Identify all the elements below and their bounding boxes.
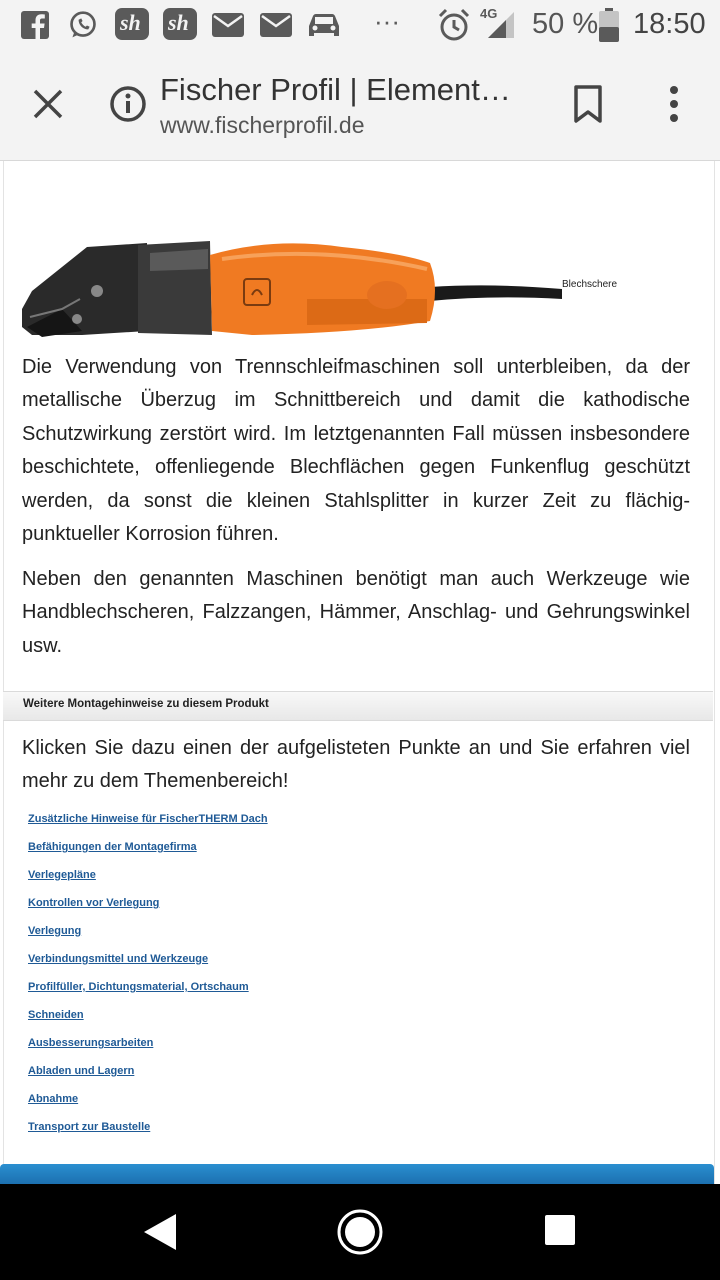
footer-blue-bar: [0, 1164, 714, 1184]
intro-text: Klicken Sie dazu einen der aufgelisteten Punkte an und Sie erfahren viel mehr zu dem Themenbereich!: [22, 737, 690, 793]
back-icon[interactable]: [142, 1212, 178, 1252]
whatsapp-icon: [66, 10, 100, 40]
battery-percent: 50 %: [532, 8, 599, 40]
link-list-item: [28, 949, 268, 977]
custom-tab-toolbar: [0, 50, 720, 161]
mail-icon-2: [260, 13, 292, 37]
battery-icon: [598, 8, 620, 42]
link-list-item: [28, 1005, 268, 1033]
section-title: Weitere Montagehinweise zu diesem Produkt: [23, 698, 269, 710]
montage-link[interactable]: Befähigungen der Montagefirma: [28, 841, 197, 853]
sheet-metal-shear-image: [22, 239, 562, 339]
link-list-item: [28, 1061, 268, 1089]
alarm-icon: [438, 8, 470, 42]
paragraph-tools: Neben den genannten Maschinen benötigt man auch Werkzeuge wie Handblechscheren, Falzzangen, Hämmer, Anschlag- und Gehrungswinkel usw.: [22, 568, 690, 657]
overflow-menu-icon[interactable]: [666, 84, 682, 124]
network-type: 4G: [480, 6, 498, 21]
link-list-item: [28, 1117, 268, 1145]
montage-link[interactable]: Verlegung: [28, 925, 82, 937]
montage-link[interactable]: Verbindungsmittel und Werkzeuge: [28, 953, 209, 965]
link-list-item: [28, 921, 268, 949]
montage-link[interactable]: Transport zur Baustelle: [28, 1121, 151, 1133]
paragraph-cutting-methods: Die Verwendung von Trennschleifmaschinen soll unterbleiben, da der metallische Überzug im Schnittbereich und damit die kathodische Schutzwirkung zerstört wird. Im letztgenannten Fall müssen insbesondere beschichtete, offenliegende Blechflächen gegen Funkenflug geschützt werden, da sonst die kleinen Stahlsplitter in kurzer Zeit zu flächig-punktueller Korrosion führen.: [22, 356, 690, 546]
link-list-item: [28, 1089, 268, 1117]
link-list-item: [28, 977, 268, 1005]
page-title: Fischer Profil | Element…: [160, 72, 511, 107]
montage-link[interactable]: Verlegepläne: [28, 869, 96, 881]
status-bar: [0, 0, 720, 50]
link-list-item: [28, 837, 268, 865]
home-icon[interactable]: [336, 1208, 384, 1256]
montage-link[interactable]: Schneiden: [28, 1009, 84, 1021]
montage-link[interactable]: Zusätzliche Hinweise für FischerTHERM Dach: [28, 813, 268, 825]
car-icon: [306, 12, 342, 38]
section-header: [3, 691, 713, 721]
signal-icon: [486, 10, 516, 38]
sh-app-icon: [115, 8, 149, 40]
mail-icon: [212, 13, 244, 37]
sh-app-label: sh: [120, 10, 141, 35]
sh-app-icon-2: [163, 8, 197, 40]
facebook-icon: [20, 10, 50, 40]
image-caption: Blechschere: [562, 279, 618, 290]
link-list-item: [28, 809, 268, 837]
web-content[interactable]: [0, 161, 720, 1184]
navigation-bar: [0, 1184, 720, 1280]
montage-link[interactable]: Ausbesserungsarbeiten: [28, 1037, 154, 1049]
clock: 18:50: [633, 8, 706, 40]
montage-link[interactable]: Abladen und Lagern: [28, 1065, 135, 1077]
montage-link[interactable]: Kontrollen vor Verlegung: [28, 897, 160, 909]
sh-app-label: sh: [168, 10, 189, 35]
info-icon[interactable]: [108, 84, 148, 124]
bookmark-icon[interactable]: [573, 84, 603, 124]
recents-icon[interactable]: [544, 1214, 576, 1246]
more-notifications-icon: ···: [374, 6, 400, 36]
close-icon[interactable]: [30, 86, 66, 122]
link-list-item: [28, 1033, 268, 1061]
link-list-item: [28, 893, 268, 921]
montage-link[interactable]: Abnahme: [28, 1093, 79, 1105]
page-url: www.fischerprofil.de: [160, 112, 365, 138]
montage-link[interactable]: Profilfüller, Dichtungsmaterial, Ortschaum: [28, 981, 249, 993]
montage-links-list: [28, 809, 268, 1145]
link-list-item: [28, 865, 268, 893]
